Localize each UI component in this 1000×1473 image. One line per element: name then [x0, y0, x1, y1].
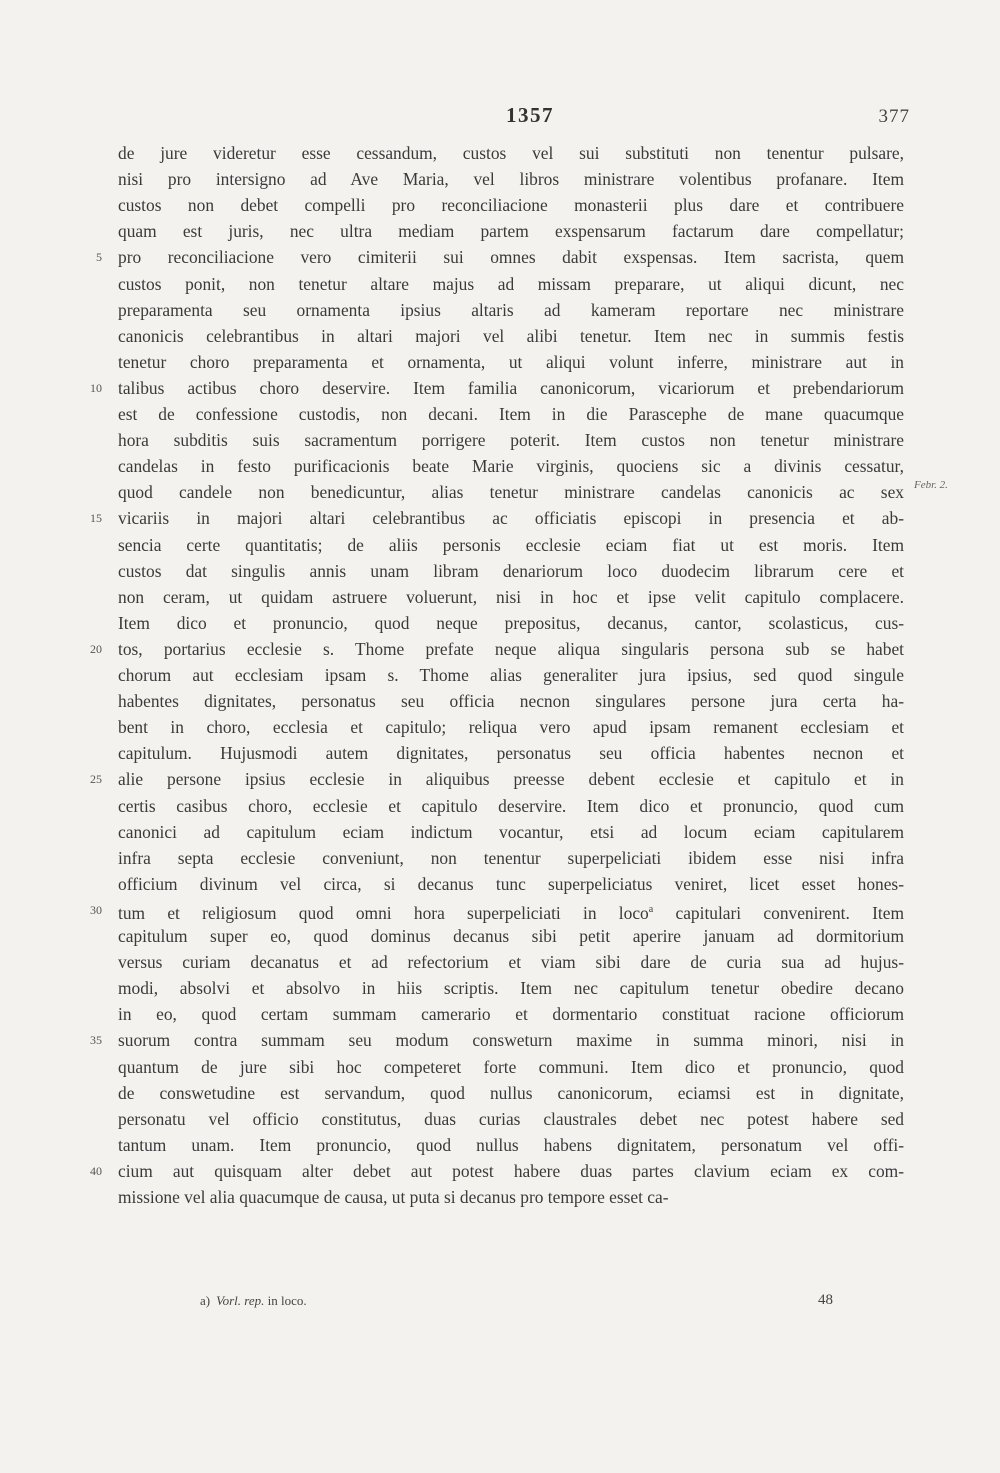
text-line: tos, portarius ecclesie s. Thome prefate neque aliqua singularis persona sub se habet — [118, 638, 904, 659]
text-line: bent in choro, ecclesia et capitulo; reliqua vero apud ipsam remanent ecclesiam et — [118, 717, 904, 738]
text-line: capitulum super eo, quod dominus decanus sibi petit aperire januam ad dormitorium — [118, 926, 904, 946]
margin-date-note: Febr. 2. — [914, 479, 948, 491]
text-line: est de confessione custodis, non decani. Item in die Parascephe de mane quacumque — [118, 404, 904, 424]
text-line: canonici ad capitulum eciam indictum vocantur, etsi ad locum eciam capitularem — [118, 821, 904, 842]
text-line — [118, 897, 904, 923]
text-line: tenetur choro preparamenta et ornamenta, ut aliqui volunt inferre, ministrare aut in — [118, 351, 904, 372]
line-number: 5 — [96, 250, 102, 265]
text-line: suorum contra summam seu modum consweturn maxime in summa minori, nisi in — [118, 1030, 904, 1051]
text-line: vicariis in majori altari celebrantibus ac officiatis episcopi in presencia et ab- — [118, 508, 904, 529]
text-line: tantum unam. Item pronuncio, quod nullus habens dignitatem, personatum vel offi- — [118, 1134, 904, 1155]
text-line: hora subditis suis sacramentum porrigere poterit. Item custos non tenetur ministrare — [118, 430, 904, 451]
text-line: personatu vel officio constitutus, duas curias claustrales debet nec potest habere sed — [118, 1108, 904, 1129]
line-number: 25 — [90, 772, 102, 787]
text-line: infra septa ecclesie conveniunt, non tenentur superpeliciati ibidem esse nisi infra — [118, 847, 904, 868]
text-line: custos non debet compelli pro reconciliacione monasterii plus dare et contribuere — [118, 195, 904, 216]
text-line: sencia certe quantitatis; de aliis personis ecclesie eciam fiat ut est moris. Item — [118, 534, 904, 555]
text-line: candelas in festo purificacionis beate Marie virginis, quociens sic a divinis cessatur, — [118, 456, 904, 477]
text-line: custos dat singulis annis unam libram denariorum loco duodecim librarum cere et — [118, 560, 904, 581]
footnote-label: a) — [200, 1293, 211, 1308]
text-line: de jure videretur esse cessandum, custos vel sui substituti non tenentur pulsare, — [118, 143, 904, 163]
text-line: certis casibus choro, ecclesie et capitulo deservire. Item dico et pronuncio, quod cum — [118, 795, 904, 816]
footnote-italic: Vorl. rep. — [216, 1293, 265, 1308]
line-number: 40 — [90, 1163, 102, 1178]
line-number: 35 — [90, 1033, 102, 1048]
text-line: quod candele non benedicuntur, alias tenetur ministrare candelas canonicis ac sex — [118, 482, 904, 503]
text-line: talibus actibus choro deservire. Item familia canonicorum, vicariorum et prebendariorum — [118, 377, 904, 398]
text-line: officium divinum vel circa, si decanus tunc superpeliciatus veniret, licet esset hones- — [118, 873, 904, 894]
text-line-part: tum et religiosum quod omni hora superpeliciati in loco — [118, 902, 649, 923]
footnote-text: in loco. — [264, 1293, 307, 1308]
line-number: 10 — [90, 380, 102, 395]
running-header-page-number: 377 — [878, 106, 910, 127]
text-line: alie persone ipsius ecclesie in aliquibus preesse debent ecclesie et capitulo et in — [118, 769, 904, 790]
line-number: 20 — [90, 641, 102, 656]
text-line: cium aut quisquam alter debet aut potest habere duas partes clavium eciam ex com- — [118, 1160, 904, 1181]
text-line: habentes dignitates, personatus seu officia necnon singulares persone jura certa ha- — [118, 691, 904, 712]
footnote — [200, 1293, 307, 1309]
footnote-reference: a — [648, 903, 654, 915]
text-line: in eo, quod certam summam camerario et dormentario constituat racione officiorum — [118, 1004, 904, 1025]
text-line: modi, absolvi et absolvo in hiis scriptis. Item nec capitulum tenetur obedire decano — [118, 978, 904, 999]
text-line: custos ponit, non tenetur altare majus ad missam preparare, ut aliqui dicunt, nec — [118, 273, 904, 294]
printer-signature: 48 — [818, 1292, 833, 1308]
text-line: chorum aut ecclesiam ipsam s. Thome alias generaliter jura ipsius, sed quod singule — [118, 665, 904, 685]
text-line: quam est juris, nec ultra mediam partem exspensarum factarum dare compellatur; — [118, 221, 904, 242]
text-line: capitulum. Hujusmodi autem dignitates, personatus seu officia habentes necnon et — [118, 743, 904, 764]
text-line: missione vel alia quacumque de causa, ut puta si decanus pro tempore esset ca- — [118, 1187, 669, 1207]
text-line: non ceram, ut quidam astruere voluerunt, nisi in hoc et ipse velit capitulo complacere. — [118, 586, 904, 607]
text-line: pro reconciliacione vero cimiterii sui omnes dabit exspensas. Item sacrista, quem — [118, 247, 904, 268]
text-line: Item dico et pronuncio, quod neque prepositus, decanus, cantor, scolasticus, cus- — [118, 612, 904, 633]
text-line: nisi pro intersigno ad Ave Maria, vel libros ministrare volentibus profanare. Item — [118, 169, 904, 190]
text-line: canonicis celebrantibus in altari majori vel alibi tenetur. Item nec in summis festis — [118, 325, 904, 346]
text-line-part: capitulari convenirent. Item — [653, 902, 904, 923]
text-line: de conswetudine est servandum, quod nullus canonicorum, eciamsi est in dignitate, — [118, 1082, 904, 1103]
line-number: 30 — [90, 902, 102, 917]
text-line: versus curiam decanatus et ad refectorium et viam sibi dare de curia sua ad hujus- — [118, 952, 904, 973]
line-number: 15 — [90, 511, 102, 526]
text-line: preparamenta seu ornamenta ipsius altaris ad kameram reportare nec ministrare — [118, 299, 904, 320]
text-line: quantum de jure sibi hoc competeret forte communi. Item dico et pronuncio, quod — [118, 1056, 904, 1077]
running-header-year: 1357 — [506, 103, 554, 127]
